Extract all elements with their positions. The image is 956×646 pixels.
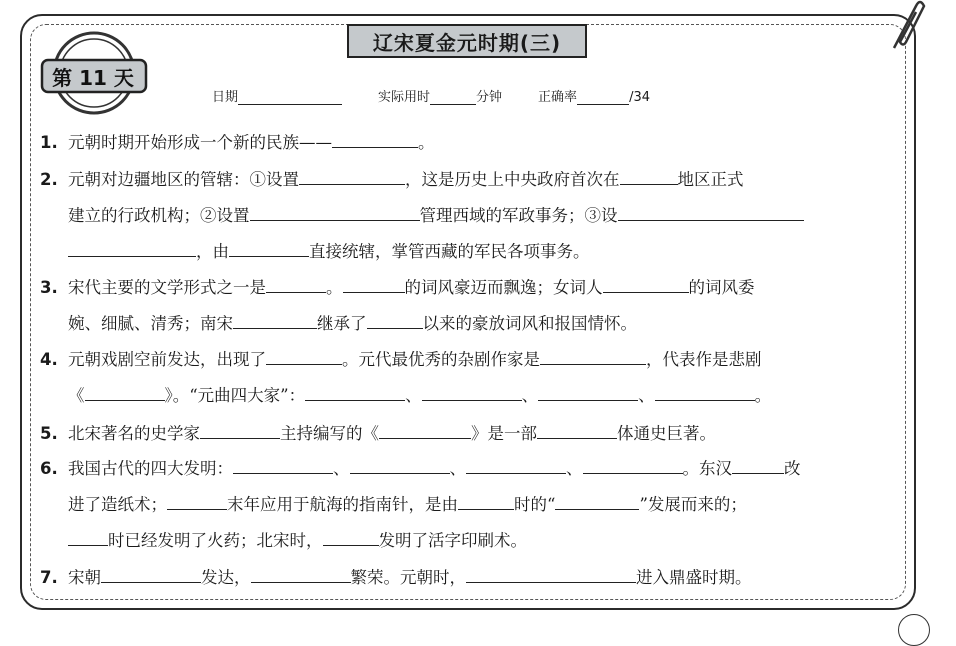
answer-blank[interactable] (305, 380, 405, 401)
page-corner-circle (898, 614, 930, 646)
question-7: 7. 宋朝 发达， 繁荣。元朝时， 进入鼎盛时期。 (40, 560, 900, 596)
answer-blank[interactable] (583, 453, 683, 474)
answer-blank[interactable] (603, 272, 689, 293)
answer-blank[interactable] (229, 236, 309, 257)
question-2: 2. 元朝对边疆地区的管辖：①设置 ，这是历史上中央政府首次在 地区正式 建立的行政机构；②设置 管理西域的军政事务；③设 ，由 直接统辖，掌管西藏的军民各项事务。 (40, 162, 900, 270)
answer-blank[interactable] (537, 418, 617, 439)
paperclip-icon (886, 0, 926, 52)
answer-blank[interactable] (350, 453, 450, 474)
answer-blank[interactable] (655, 380, 755, 401)
answer-blank[interactable] (343, 272, 405, 293)
answer-blank[interactable] (251, 562, 351, 583)
answer-blank[interactable] (466, 453, 566, 474)
question-3: 3. 宋代主要的文学形式之一是 。 的词风豪迈而飘逸；女词人 的词风委 婉、细腻、清秀；南宋 继承了 以来的豪放词风和报国情怀。 (40, 270, 900, 342)
time-label: 实际用时 (378, 90, 431, 105)
answer-blank[interactable] (299, 164, 405, 185)
answer-blank[interactable] (620, 164, 678, 185)
answer-blank[interactable] (458, 489, 514, 510)
answer-blank[interactable] (466, 562, 636, 583)
day-badge-label: 第 11 天 (52, 65, 134, 90)
answer-blank[interactable] (200, 418, 280, 439)
date-label: 日期 (212, 90, 239, 105)
answer-blank[interactable] (379, 418, 471, 439)
accuracy-blank[interactable] (577, 90, 629, 105)
question-4: 4. 元朝戏剧空前发达，出现了 。元代最优秀的杂剧作家是 ，代表作是悲剧 《 》。“元曲四大家”： 、 、 、 。 (40, 342, 900, 414)
answer-blank[interactable] (68, 236, 196, 257)
answer-blank[interactable] (540, 344, 646, 365)
accuracy-total: /34 (629, 90, 650, 105)
answer-blank[interactable] (266, 344, 342, 365)
question-6: 6. 我国古代的四大发明： 、 、 、 。东汉 改 进了造纸术； 末年应用于航海的指南针，是由 时的“ ”发展而来的； 时已经发明了火药；北宋时， 发明了活字印刷术。 (40, 451, 900, 559)
answer-blank[interactable] (732, 453, 784, 474)
time-blank[interactable] (430, 90, 476, 105)
answer-blank[interactable] (618, 200, 804, 221)
accuracy-label: 正确率 (538, 90, 578, 105)
answer-blank[interactable] (538, 380, 638, 401)
page-title: 辽宋夏金元时期(三) (347, 24, 587, 58)
answer-blank[interactable] (555, 489, 639, 510)
meta-row (212, 86, 650, 105)
answer-blank[interactable] (233, 308, 317, 329)
answer-blank[interactable] (233, 453, 333, 474)
question-1: 1. 元朝时期开始形成一个新的民族—— 。 (40, 125, 900, 161)
answer-blank[interactable] (422, 380, 522, 401)
answer-blank[interactable] (101, 562, 201, 583)
answer-blank[interactable] (323, 525, 379, 546)
time-unit: 分钟 (476, 90, 503, 105)
date-blank[interactable] (238, 90, 342, 105)
answer-blank[interactable] (85, 380, 165, 401)
answer-blank[interactable] (167, 489, 227, 510)
answer-blank[interactable] (367, 308, 423, 329)
answer-blank[interactable] (68, 525, 108, 546)
answer-blank[interactable] (250, 200, 420, 221)
answer-blank[interactable] (266, 272, 326, 293)
answer-blank[interactable] (332, 127, 418, 148)
question-5: 5. 北宋著名的史学家 主持编写的《 》是一部 体通史巨著。 (40, 416, 900, 452)
